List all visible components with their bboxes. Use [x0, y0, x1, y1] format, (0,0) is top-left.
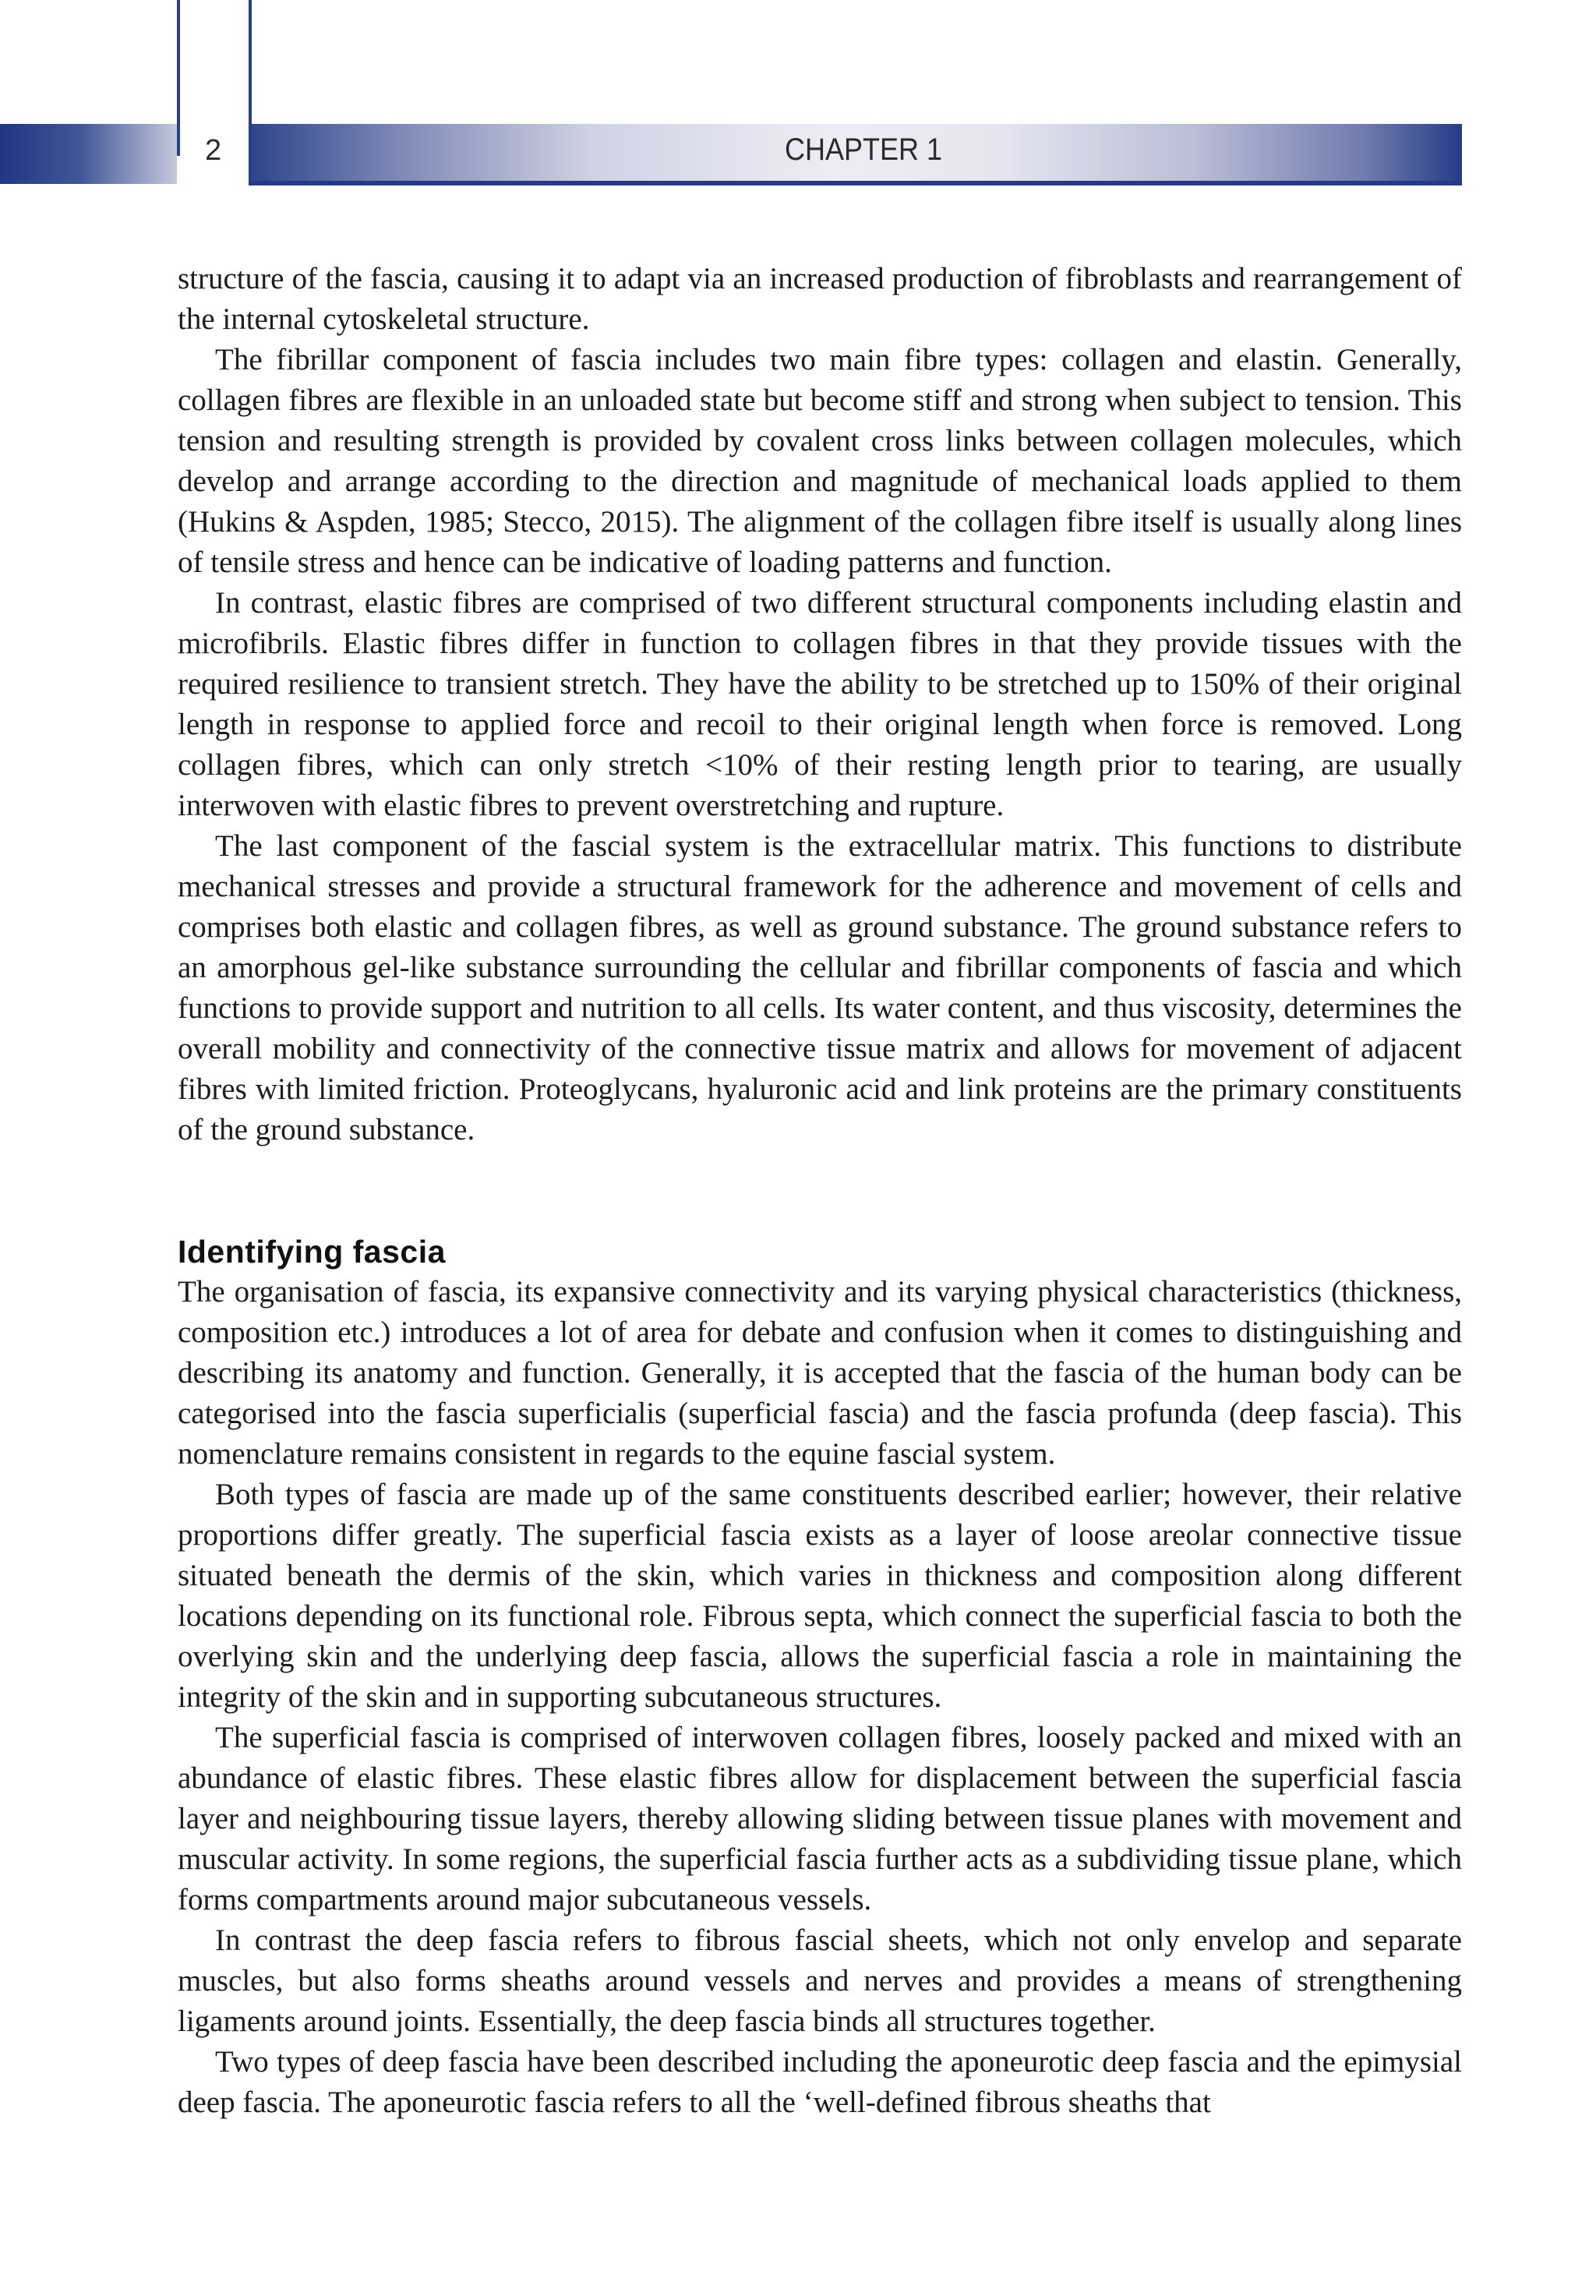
chapter-label: CHAPTER 1 [785, 132, 943, 167]
paragraph: In contrast the deep fascia refers to fibrous fascial sheets, which not only envelop and separate muscles, but also forms sheaths around vessels and nerves and provides a means of strengthening ligaments around joints. Essentially, the deep fascia binds all structures together. [178, 1923, 1462, 2038]
page-number: 2 [205, 134, 222, 167]
paragraph: The superficial fascia is comprised of interwoven collagen fibres, loosely packed and mixed with an abundance of elastic fibres. These elastic fibres allow for displacement between the superficial fascia layer and neighbouring tissue layers, thereby allowing sliding between tissue planes with movement and muscular activity. In some regions, the superficial fascia further acts as a subdividing tissue plane, which forms compartments around major subcutaneous vessels. [178, 1721, 1462, 1916]
paragraph: structure of the fascia, causing it to adapt via an increased production of fibroblasts and rearrangement of the internal cytoskeletal structure. [178, 262, 1462, 336]
page-body [178, 259, 1462, 2123]
paragraph: The last component of the fascial system is the extracellular matrix. This functions to distribute mechanical stresses and provide a structural framework for the adherence and movement of cells and comprises both elastic and collagen fibres, as well as ground substance. The ground substance refers to an amorphous gel-like substance surrounding the cellular and fibrillar components of fascia and which functions to provide support and nutrition to all cells. Its water content, and thus viscosity, determines the overall mobility and connectivity of the connective tissue matrix and allows for movement of adjacent fibres with limited friction. Proteoglycans, hyaluronic acid and link proteins are the primary constituents of the ground substance. [178, 829, 1462, 1146]
section-heading: Identifying fascia [178, 1234, 446, 1270]
header-banner-left [0, 124, 177, 184]
paragraph: The fibrillar component of fascia includes two main fibre types: collagen and elastin. Generally, collagen fibres are flexible in an unloaded state but become stiff and strong when subject to tension. This tension and resulting strength is provided by covalent cross links between collagen molecules, which develop and arrange according to the direction and magnitude of mechanical loads applied to them (Hukins & Aspden, 1985; Stecco, 2015). The alignment of the collagen fibre itself is usually along lines of tensile stress and hence can be indicative of loading patterns and function. [178, 343, 1462, 579]
header-banner-underline [249, 181, 1462, 185]
paragraph: Both types of fascia are made up of the same constituents described earlier; however, their relative proportions differ greatly. The superficial fascia exists as a layer of loose areolar connective tissue situated beneath the dermis of the skin, which varies in thickness and composition along different locations depending on its functional role. Fibrous septa, which connect the superficial fascia to both the overlying skin and the underlying deep fascia, allows the superficial fascia a role in maintaining the integrity of the skin and in supporting subcutaneous structures. [178, 1478, 1462, 1714]
paragraph: In contrast, elastic fibres are comprised of two different structural components including elastin and microfibrils. Elastic fibres differ in function to collagen fibres in that they provide tissues with the required resilience to transient stretch. They have the ability to be stretched up to 150% of their original length in response to applied force and recoil to their original length when force is removed. Long collagen fibres, which can only stretch <10% of their resting length prior to tearing, are usually interwoven with elastic fibres to prevent overstretching and rupture. [178, 586, 1462, 822]
paragraph: The organisation of fascia, its expansive connectivity and its varying physical characteristics (thickness, composition etc.) introduces a lot of area for debate and confusion when it comes to distinguishing and describing its anatomy and function. Generally, it is accepted that the fascia of the human body can be categorised into the fascia superficialis (superficial fascia) and the fascia profunda (deep fascia). This nomenclature remains consistent in regards to the equine fascial system. [178, 1275, 1462, 1471]
paragraph: Two types of deep fascia have been described including the aponeurotic deep fascia and the epimysial deep fascia. The aponeurotic fascia refers to all the ‘well-defined fibrous sheaths that [178, 2045, 1462, 2119]
